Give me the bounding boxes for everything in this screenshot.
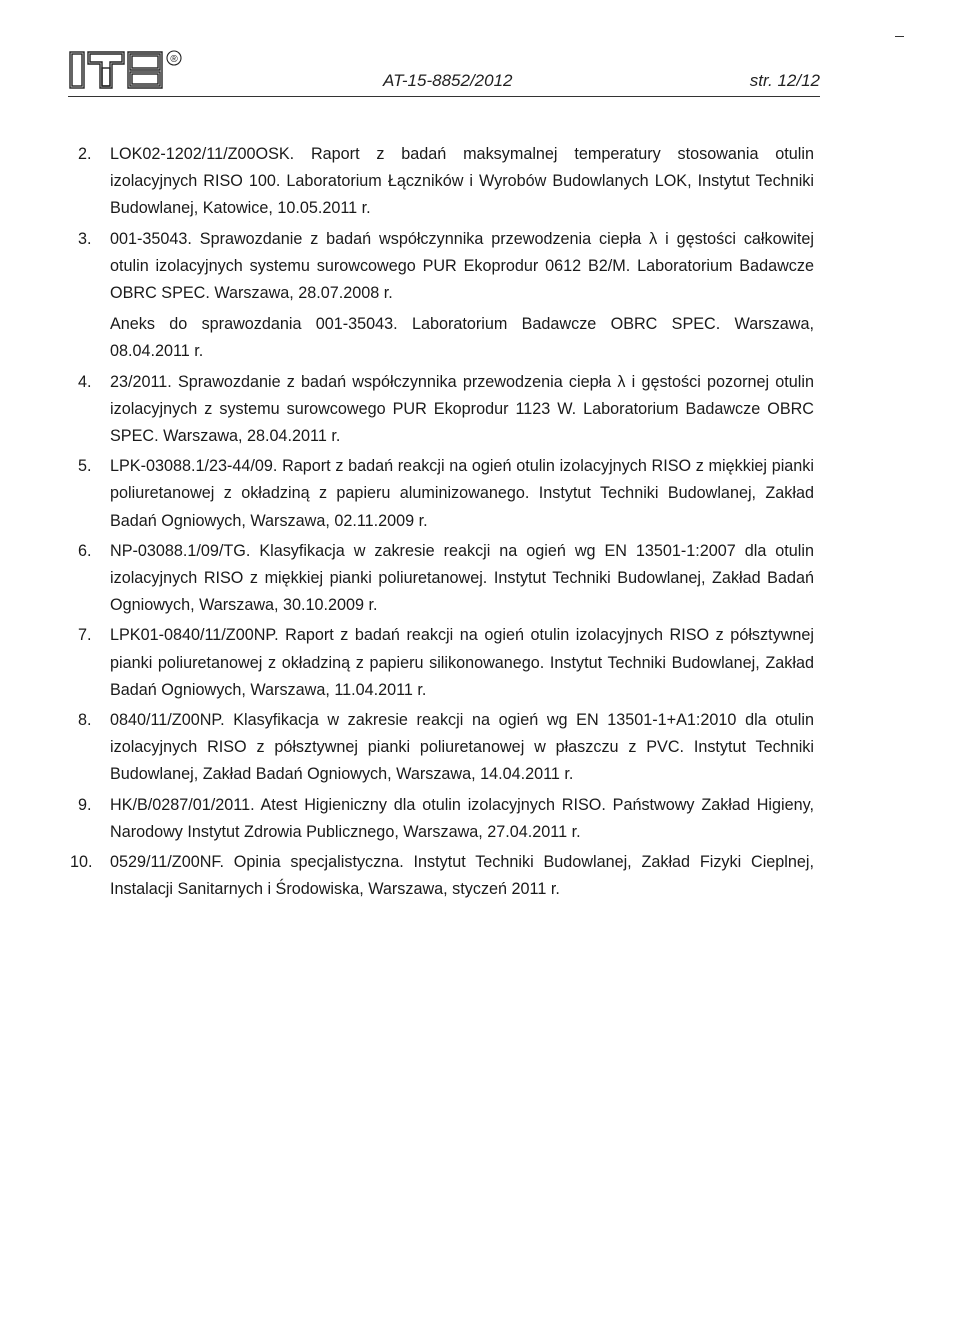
reference-number: 10.	[70, 853, 93, 872]
reference-number: 2.	[78, 145, 92, 163]
reference-text: 0840/11/Z00NP. Klasyfikacja w zakresie reakcji na ogień wg EN 13501-1+A1:2010 dla otulin izolacyjnych RISO z półsztywnej pianki poliuretanowej w płaszczu z PVC. Instytut Techniki Budowlanej, Zakład Badań Ogniowych, Warszawa, 14.04.2011 r.	[110, 711, 814, 784]
reference-text: HK/B/0287/01/2011. Atest Higieniczny dla otulin izolacyjnych RISO. Państwowy Zakład Higieny, Narodowy Instytut Zdrowia Publicznego, Warszawa, 27.04.2011 r.	[110, 795, 814, 841]
reference-item-6	[78, 538, 814, 620]
reference-number: 9.	[78, 795, 92, 814]
page-number: str. 12/12	[749, 71, 820, 90]
reference-item-10	[70, 849, 814, 903]
reference-item-8	[78, 707, 814, 789]
reference-number: 7.	[78, 626, 92, 645]
reference-item-4	[78, 369, 814, 451]
reference-item-3	[78, 226, 814, 366]
corner-mark	[895, 36, 904, 37]
reference-item-7	[78, 622, 814, 704]
reference-text: LPK01-0840/11/Z00NP. Raport z badań reakcji na ogień otulin izolacyjnych RISO z półsztywnej pianki poliuretanowej z okładziną z papieru silikonowanego. Instytut Techniki Budowlanej, Zakład Badań Ogniowych, Warszawa, 11.04.2011 r.	[110, 626, 814, 699]
reference-item-5	[78, 453, 814, 535]
reference-number: 6.	[78, 541, 92, 560]
document-number: AT-15-8852/2012	[383, 71, 513, 90]
reference-number: 4.	[78, 372, 92, 391]
registered-mark-icon	[167, 51, 181, 65]
itb-logo	[68, 46, 183, 90]
reference-number: 3.	[78, 229, 92, 248]
reference-text: LPK-03088.1/23-44/09. Raport z badań reakcji na ogień otulin izolacyjnych RISO z miękkiej pianki poliuretanowej z okładziną z papieru aluminizowanego. Instytut Techniki Budowlanej, Zakład Badań Ogniowych, Warszawa, 02.11.2009 r.	[110, 457, 814, 530]
reference-text: 001-35043. Sprawozdanie z badań współczynnika przewodzenia ciepła λ i gęstości całkowitej otulin izolacyjnych systemu surowcowego PUR Ekoprodur 0612 B2/M. Laboratorium Badawcze OBRC SPEC. Warszawa, 28.07.2008 r.	[110, 229, 814, 303]
header-rule	[68, 96, 820, 97]
reference-item-2	[78, 141, 814, 223]
svg-text:®: ®	[170, 54, 178, 65]
reference-text: LOK02-1202/11/Z00OSK. Raport z badań maksymalnej temperatury stosowania otulin izolacyjnych RISO 100. Laboratorium Łączników i Wyrobów Budowlanych LOK, Instytut Techniki Budowlanej, Katowice, 10.05.2011 r.	[110, 145, 814, 218]
reference-list	[70, 141, 814, 906]
page-header	[68, 46, 820, 98]
reference-number: 8.	[78, 711, 92, 730]
reference-text: NP-03088.1/09/TG. Klasyfikacja w zakresie reakcji na ogień wg EN 13501-1:2007 dla otulin izolacyjnych RISO z miękkiej pianki poliuretanowej. Instytut Techniki Budowlanej, Zakład Badań Ogniowych, Warszawa, 30.10.2009 r.	[110, 541, 814, 615]
reference-text: 23/2011. Sprawozdanie z badań współczynnika przewodzenia ciepła λ i gęstości pozornej otulin izolacyjnych z systemu surowcowego PUR Ekoprodur 1123 W. Laboratorium Badawcze OBRC SPEC. Warszawa, 28.04.2011 r.	[110, 372, 814, 446]
reference-text: 0529/11/Z00NF. Opinia specjalistyczna. Instytut Techniki Budowlanej, Zakład Fizyki Cieplnej, Instalacji Sanitarnych i Środowiska, Warszawa, styczeń 2011 r.	[110, 853, 814, 899]
reference-number: 5.	[78, 457, 92, 476]
reference-item-9	[78, 792, 814, 846]
reference-annex: Aneks do sprawozdania 001-35043. Laboratorium Badawcze OBRC SPEC. Warszawa, 08.04.2011 r.	[110, 315, 814, 361]
